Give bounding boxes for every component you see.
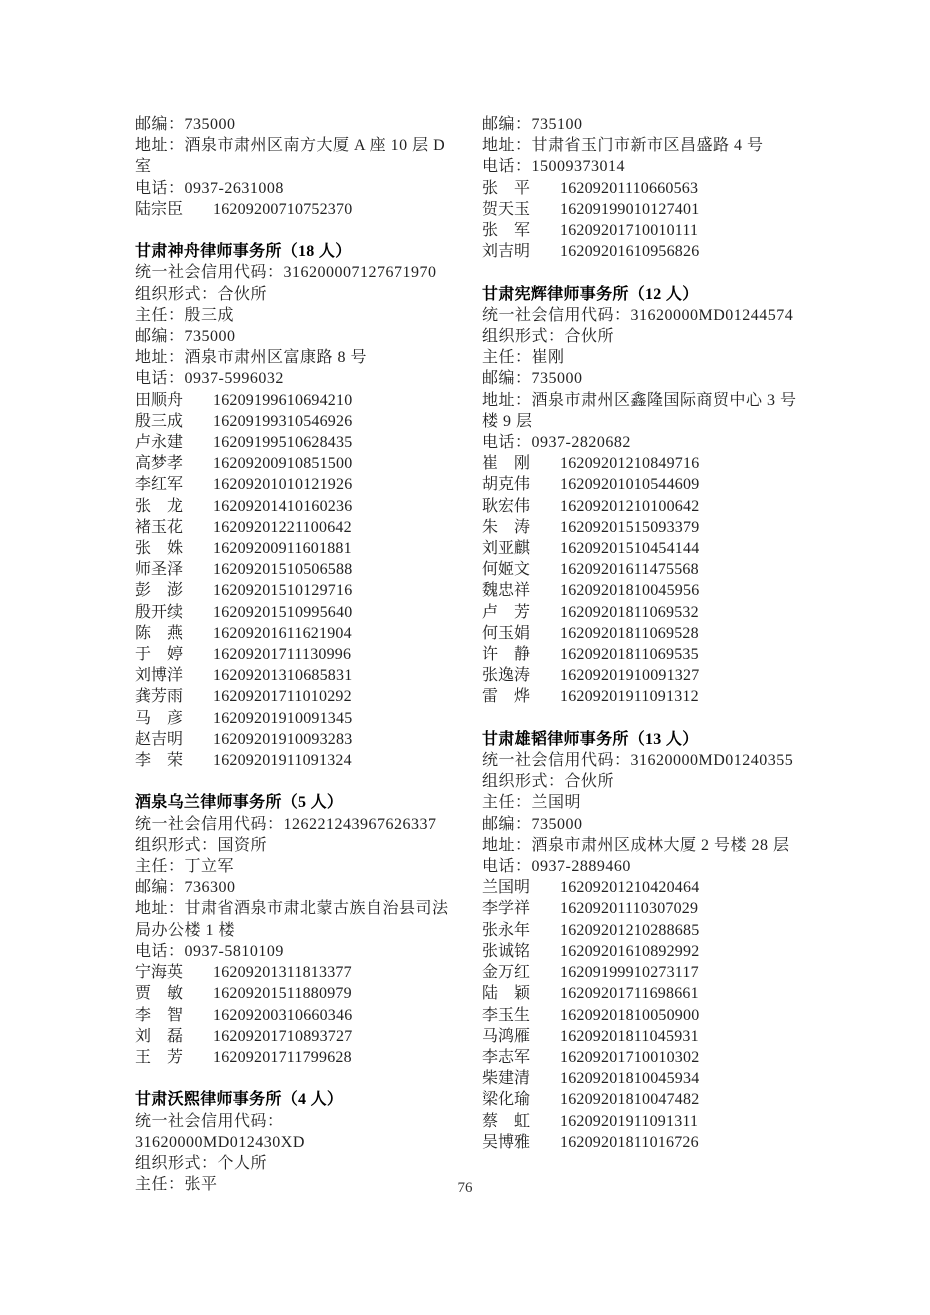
lawyer-name: 金万红 — [482, 964, 531, 982]
firm-field: 邮编：735000 — [135, 328, 236, 346]
lawyer-row — [135, 644, 453, 665]
lawyer-license-number: 16209200910851500 — [213, 455, 353, 473]
lawyer-license-number: 16209200710752370 — [213, 200, 353, 218]
page-number: 76 — [457, 1180, 473, 1196]
lawyer-name: 何姬文 — [482, 561, 531, 579]
lawyer-name: 卢 芳 — [482, 603, 531, 621]
firm-field: 邮编：735100 — [482, 116, 583, 133]
lawyer-license-number: 16209201010121926 — [213, 476, 353, 494]
lawyer-license-number: 16209201710010302 — [560, 1048, 700, 1066]
lawyer-name: 李志军 — [482, 1048, 531, 1066]
lawyer-row — [482, 474, 802, 495]
lawyer-row — [482, 644, 802, 665]
lawyer-row — [135, 962, 453, 983]
lawyer-name: 龚芳雨 — [135, 688, 184, 706]
lawyer-name: 于 婷 — [135, 646, 184, 664]
lawyer-row — [135, 432, 453, 453]
firm-title: 酒泉乌兰律师事务所（5 人） — [135, 794, 344, 812]
firm-field: 电话：0937-2889460 — [482, 858, 631, 876]
lawyer-license-number: 16209201811045931 — [560, 1027, 699, 1045]
firm-title: 甘肃神舟律师事务所（18 人） — [135, 243, 352, 261]
firm-field: 组织形式：个人所 — [135, 1154, 268, 1172]
firm-field: 邮编：735000 — [135, 116, 236, 133]
lawyer-license-number: 16209201110307029 — [560, 900, 699, 918]
lawyer-name: 贾 敏 — [135, 985, 184, 1003]
lawyer-name: 耿宏伟 — [482, 497, 531, 515]
lawyer-license-number: 16209201210849716 — [560, 455, 700, 473]
lawyer-row — [135, 750, 453, 771]
lawyer-name: 陆宗臣 — [135, 200, 184, 218]
lawyer-name: 褚玉花 — [135, 518, 184, 536]
firm-field: 电话：0937-2631008 — [135, 179, 284, 197]
lawyer-license-number: 16209201010544609 — [560, 476, 700, 494]
firm-field: 地址：酒泉市肃州区富康路 8 号 — [135, 349, 368, 367]
lawyer-name: 张永年 — [482, 921, 531, 939]
lawyer-name: 张 龙 — [135, 497, 184, 515]
firm-field: 地址：酒泉市肃州区南方大厦 A 座 10 层 D 室 — [135, 137, 446, 176]
lawyer-license-number: 16209201911091311 — [560, 1112, 699, 1130]
lawyer-row — [482, 580, 802, 601]
lawyer-name: 柴建清 — [482, 1070, 531, 1088]
lawyer-row — [482, 686, 802, 707]
lawyer-row — [482, 178, 802, 199]
lawyer-license-number: 16209201510129716 — [213, 582, 353, 600]
lawyer-row — [482, 517, 802, 538]
lawyer-license-number: 16209201711698661 — [560, 985, 699, 1003]
lawyer-name: 兰国明 — [482, 879, 531, 897]
lawyer-name: 彭 澎 — [135, 582, 184, 600]
lawyer-row — [482, 920, 802, 941]
lawyer-row — [135, 1005, 453, 1026]
lawyer-license-number: 16209201911091324 — [213, 752, 352, 770]
lawyer-row — [135, 580, 453, 601]
firm-field: 邮编：735000 — [482, 370, 583, 388]
lawyer-license-number: 16209201210100642 — [560, 497, 700, 515]
lawyer-name: 刘吉明 — [482, 243, 531, 261]
lawyer-row — [482, 1089, 802, 1110]
lawyer-license-number: 16209201511880979 — [213, 985, 352, 1003]
lawyer-license-number: 16209201811069532 — [560, 603, 699, 621]
lawyer-name: 殷三成 — [135, 412, 184, 430]
lawyer-name: 贺天玉 — [482, 200, 531, 218]
lawyer-license-number: 16209201711130996 — [213, 646, 352, 664]
lawyer-license-number: 16209201910091345 — [213, 709, 353, 727]
lawyer-row — [135, 623, 453, 644]
lawyer-row — [482, 1068, 802, 1089]
lawyer-row — [135, 983, 453, 1004]
lawyer-license-number: 16209201210288685 — [560, 921, 700, 939]
lawyer-name: 何玉娟 — [482, 624, 531, 642]
lawyer-row — [135, 1047, 453, 1068]
lawyer-name: 李 荣 — [135, 752, 184, 770]
firm-field: 主任：张平 — [135, 1176, 218, 1194]
lawyer-row — [482, 1132, 802, 1153]
lawyer-row — [135, 559, 453, 580]
lawyer-name: 陆 颖 — [482, 985, 531, 1003]
lawyer-license-number: 16209201710893727 — [213, 1027, 353, 1045]
lawyer-row — [135, 538, 453, 559]
lawyer-license-number: 16209201110660563 — [560, 179, 699, 197]
lawyer-name: 胡克伟 — [482, 476, 531, 494]
firm-field: 电话：15009373014 — [482, 158, 626, 176]
lawyer-name: 田顺舟 — [135, 391, 184, 409]
lawyer-license-number: 16209201811069528 — [560, 624, 699, 642]
lawyer-license-number: 16209201510454144 — [560, 540, 700, 558]
lawyer-name: 张 平 — [482, 179, 531, 197]
lawyer-row — [482, 496, 802, 517]
firm-field: 邮编：735000 — [482, 815, 583, 833]
lawyer-row — [135, 729, 453, 750]
lawyer-row — [135, 199, 453, 220]
lawyer-row — [482, 665, 802, 686]
firm-title: 甘肃雄韬律师事务所（13 人） — [482, 730, 699, 748]
lawyer-row — [482, 898, 802, 919]
firm-field: 组织形式：合伙所 — [482, 773, 615, 791]
lawyer-license-number: 16209200911601881 — [213, 540, 352, 558]
lawyer-license-number: 16209201221100642 — [213, 518, 352, 536]
lawyer-name: 李玉生 — [482, 1006, 531, 1024]
firm-field: 统一社会信用代码：31620000MD01244574 — [482, 306, 794, 324]
lawyer-row — [135, 708, 453, 729]
lawyer-license-number: 16209201510506588 — [213, 561, 353, 579]
lawyer-name: 卢永建 — [135, 434, 184, 452]
lawyer-name: 张 姝 — [135, 540, 184, 558]
lawyer-row — [135, 665, 453, 686]
firm-field: 统一社会信用代码：31620000MD01240355 — [482, 752, 794, 770]
firm-field: 主任：崔刚 — [482, 349, 565, 367]
lawyer-row — [482, 241, 802, 262]
lawyer-row — [482, 1005, 802, 1026]
lawyer-name: 张诚铭 — [482, 942, 531, 960]
lawyer-name: 李学祥 — [482, 900, 531, 918]
lawyer-row — [482, 941, 802, 962]
lawyer-license-number: 16209201711010292 — [213, 688, 352, 706]
lawyer-name: 吴博雅 — [482, 1133, 531, 1151]
lawyer-license-number: 16209201811016726 — [560, 1133, 699, 1151]
lawyer-license-number: 16209201515093379 — [560, 518, 700, 536]
lawyer-license-number: 16209201810045934 — [560, 1070, 700, 1088]
firm-field: 电话：0937-5810109 — [135, 942, 284, 960]
firm-field: 主任：丁立军 — [135, 858, 235, 876]
lawyer-name: 李 智 — [135, 1006, 184, 1024]
lawyer-license-number: 16209201610956826 — [560, 243, 700, 261]
firm-title: 甘肃宪辉律师事务所（12 人） — [482, 285, 699, 303]
firm-field: 地址：甘肃省玉门市新市区昌盛路 4 号 — [482, 137, 764, 155]
firm-field: 统一社会信用代码：126221243967626337 — [135, 815, 437, 833]
lawyer-name: 赵吉明 — [135, 730, 184, 748]
lawyer-license-number: 16209201810047482 — [560, 1091, 700, 1109]
lawyer-name: 雷 烨 — [482, 688, 531, 706]
lawyer-license-number: 16209201811069535 — [560, 646, 699, 664]
lawyer-row — [482, 1047, 802, 1068]
firm-field: 地址：酒泉市肃州区成林大厦 2 号楼 28 层 — [482, 836, 790, 854]
lawyer-license-number: 16209200310660346 — [213, 1006, 353, 1024]
lawyer-license-number: 16209201611621904 — [213, 624, 352, 642]
lawyer-row — [482, 623, 802, 644]
lawyer-name: 刘 磊 — [135, 1027, 184, 1045]
lawyer-name: 许 静 — [482, 646, 531, 664]
lawyer-name: 殷开续 — [135, 603, 184, 621]
lawyer-license-number: 16209201610892992 — [560, 942, 700, 960]
lawyer-row — [135, 411, 453, 432]
firm-field: 主任：兰国明 — [482, 794, 582, 812]
lawyer-row — [135, 390, 453, 411]
lawyer-row — [482, 983, 802, 1004]
lawyer-license-number: 16209201911091312 — [560, 688, 699, 706]
lawyer-row — [482, 877, 802, 898]
lawyer-name: 马 彦 — [135, 709, 184, 727]
lawyer-name: 梁化瑜 — [482, 1091, 531, 1109]
lawyer-row — [135, 602, 453, 623]
firm-title: 甘肃沃熙律师事务所（4 人） — [135, 1091, 344, 1109]
firm-block — [135, 241, 453, 771]
firm-field: 地址：甘肃省酒泉市肃北蒙古族自治县司法局办公楼 1 楼 — [135, 900, 449, 939]
column-right — [482, 114, 802, 1153]
firm-field: 统一社会信用代码：31620000MD012430XD — [135, 1112, 305, 1151]
lawyer-name: 张逸涛 — [482, 667, 531, 685]
lawyer-license-number: 16209201910093283 — [213, 730, 353, 748]
lawyer-row — [135, 474, 453, 495]
lawyer-row — [482, 962, 802, 983]
lawyer-license-number: 16209201910091327 — [560, 667, 700, 685]
lawyer-row — [135, 1026, 453, 1047]
lawyer-row — [135, 517, 453, 538]
lawyer-license-number: 16209201210420464 — [560, 879, 700, 897]
lawyer-row — [482, 602, 802, 623]
firm-field: 组织形式：国资所 — [135, 836, 268, 854]
lawyer-name: 陈 燕 — [135, 624, 184, 642]
lawyer-row — [135, 686, 453, 707]
firm-block-continuation — [135, 114, 453, 220]
lawyer-name: 张 军 — [482, 222, 531, 240]
firm-field: 组织形式：合伙所 — [135, 285, 268, 303]
lawyer-license-number: 16209201510995640 — [213, 603, 353, 621]
lawyer-license-number: 16209201810050900 — [560, 1006, 700, 1024]
lawyer-row — [482, 538, 802, 559]
lawyer-name: 刘亚麒 — [482, 540, 531, 558]
lawyer-name: 刘博洋 — [135, 667, 184, 685]
lawyer-license-number: 16209201611475568 — [560, 561, 699, 579]
lawyer-row — [482, 559, 802, 580]
firm-block — [482, 284, 802, 708]
lawyer-name: 宁海英 — [135, 964, 184, 982]
firm-field: 组织形式：合伙所 — [482, 328, 615, 346]
lawyer-license-number: 16209201710010111 — [560, 222, 699, 240]
firm-field: 地址：酒泉市肃州区鑫隆国际商贸中心 3 号楼 9 层 — [482, 391, 797, 430]
lawyer-license-number: 16209201410160236 — [213, 497, 353, 515]
firm-block — [482, 729, 802, 1153]
lawyer-license-number: 16209199510628435 — [213, 434, 353, 452]
lawyer-license-number: 16209201311813377 — [213, 964, 352, 982]
lawyer-license-number: 16209201310685831 — [213, 667, 353, 685]
lawyer-name: 师圣泽 — [135, 561, 184, 579]
column-left — [135, 114, 453, 1195]
lawyer-license-number: 16209201810045956 — [560, 582, 700, 600]
lawyer-row — [135, 496, 453, 517]
lawyer-license-number: 16209199610694210 — [213, 391, 353, 409]
lawyer-name: 王 芳 — [135, 1048, 184, 1066]
firm-block — [135, 792, 453, 1068]
lawyer-name: 魏忠祥 — [482, 582, 531, 600]
lawyer-license-number: 16209199310546926 — [213, 412, 353, 430]
lawyer-name: 朱 涛 — [482, 518, 531, 536]
lawyer-name: 李红军 — [135, 476, 184, 494]
lawyer-license-number: 16209199010127401 — [560, 200, 700, 218]
lawyer-row — [482, 220, 802, 241]
firm-block-continuation — [482, 114, 802, 262]
lawyer-row — [135, 453, 453, 474]
lawyer-row — [482, 453, 802, 474]
lawyer-name: 蔡 虹 — [482, 1112, 531, 1130]
lawyer-row — [482, 199, 802, 220]
lawyer-name: 马鸿雁 — [482, 1027, 531, 1045]
lawyer-row — [482, 1111, 802, 1132]
firm-field: 统一社会信用代码：316200007127671970 — [135, 264, 437, 282]
firm-field: 电话：0937-5996032 — [135, 370, 284, 388]
lawyer-row — [482, 1026, 802, 1047]
firm-field: 邮编：736300 — [135, 879, 236, 897]
firm-field: 电话：0937-2820682 — [482, 434, 631, 452]
lawyer-name: 崔 刚 — [482, 455, 531, 473]
lawyer-name: 高梦孝 — [135, 455, 184, 473]
lawyer-license-number: 16209201711799628 — [213, 1048, 352, 1066]
lawyer-license-number: 16209199910273117 — [560, 964, 699, 982]
firm-field: 主任：殷三成 — [135, 306, 235, 324]
